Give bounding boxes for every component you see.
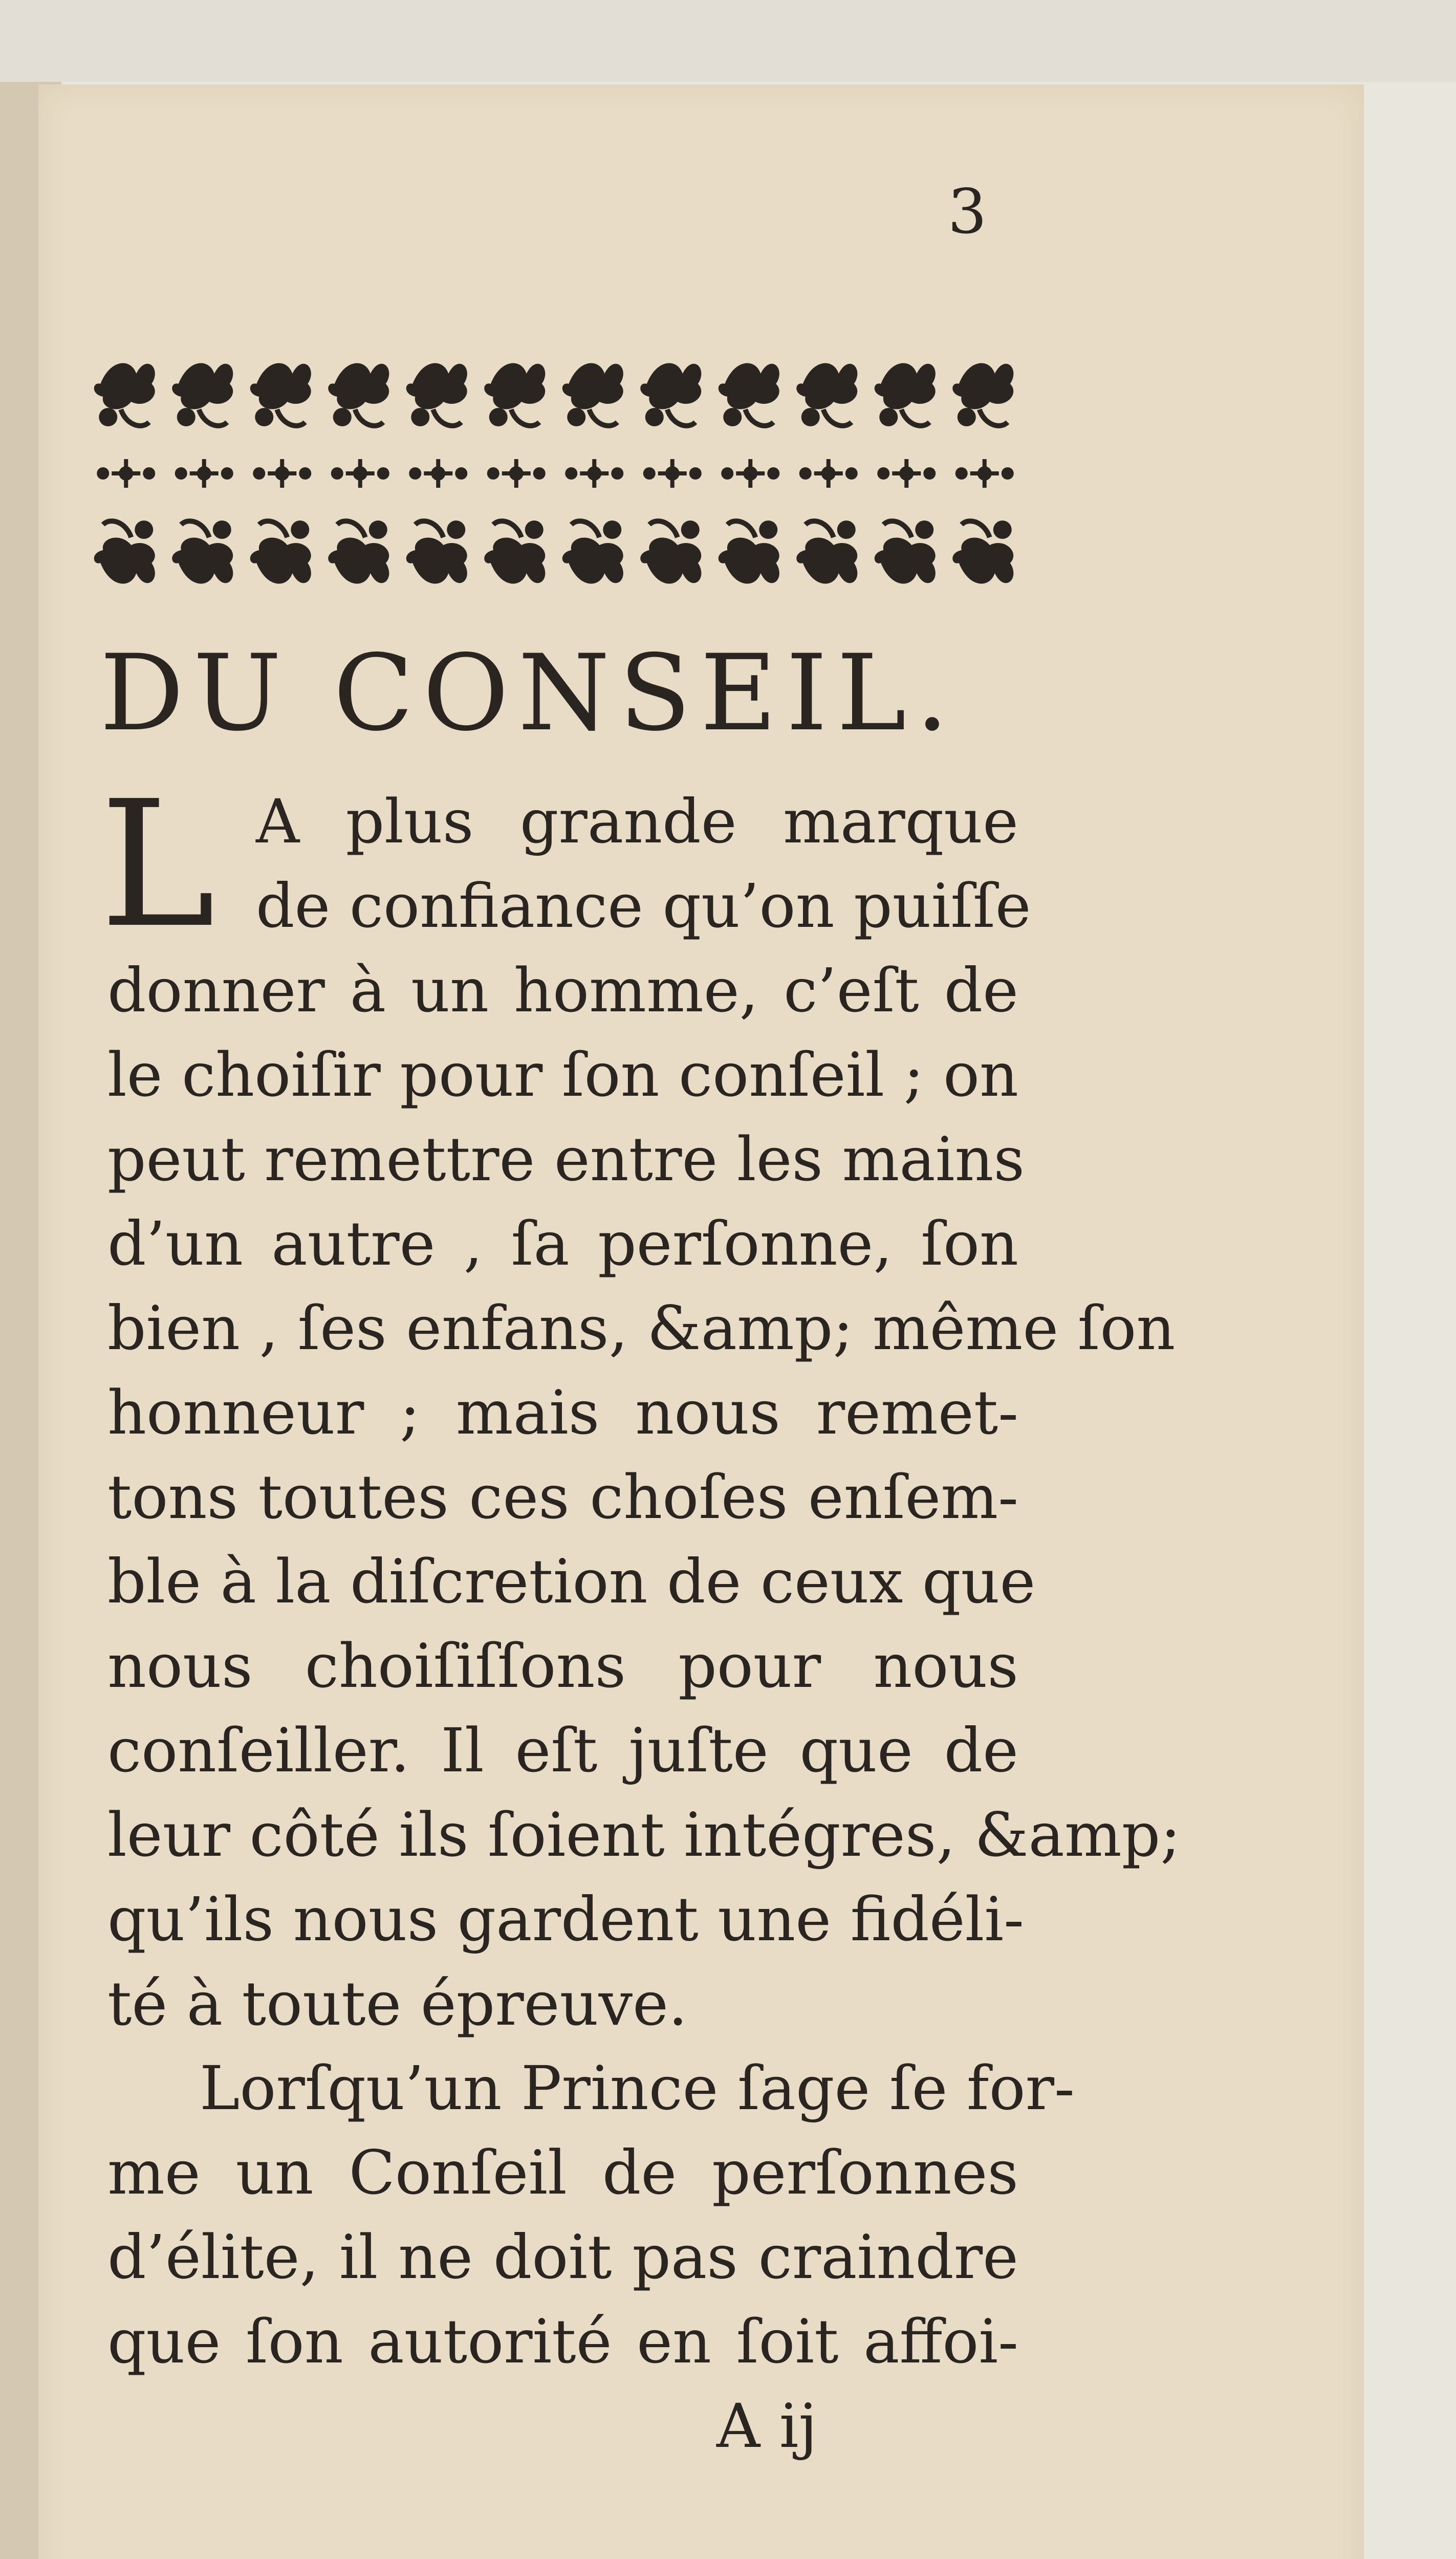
fleuron-top-icon [719,363,779,426]
text-line-16: Lorſqu’un Prince ſage ſe for- [200,2053,1075,2123]
text-line-7: bien , ſes enfans, &amp; même ſon [107,1293,1176,1363]
page-number: 3 [947,177,987,248]
fleuron-bottom-icon [94,521,155,583]
fleuron-band-icon [721,459,779,488]
fleuron-band-icon [799,459,858,488]
fleuron-bottom-icon [875,521,936,583]
fleuron-band-icon [331,459,389,488]
fleuron-bottom-icon [719,521,779,583]
text-line-14: qu’ils nous gardent une fidéli- [107,1884,1025,1955]
fleuron-bottom-icon [172,521,233,583]
text-line-5: peut remettre entre les mains [107,1124,1025,1195]
fleuron-bottom-icon [328,521,389,583]
text-line-2: de confiance qu’on puiſſe [256,871,1031,941]
fleuron-bottom-icon [484,521,545,583]
fleuron-top-icon [484,363,545,426]
fleuron-band-icon [955,459,1014,488]
fleuron-top-icon [172,363,233,426]
fleuron-bottom-icon [640,521,701,583]
fleuron-bottom-icon [952,521,1013,583]
fleuron-top-icon [250,363,311,426]
text-line-6: d’un autre , ſa perſonne, ſon [107,1208,1018,1279]
fleuron-top-icon [562,363,623,426]
fleuron-top-icon [796,363,857,426]
chapter-title: DU CONSEIL. [100,633,958,754]
text-line-9: tons toutes ces choſes enſem- [107,1462,1018,1532]
fleuron-top-icon [94,363,155,426]
fleuron-bottom-icon [796,521,857,583]
text-line-4: le choiſir pour ſon conſeil ; on [107,1039,1018,1110]
fleuron-bottom-icon [250,521,311,583]
fleuron-bottom-icon [562,521,623,583]
text-line-10: ble à la diſcretion de ceux que [107,1546,1036,1617]
fleuron-band-icon [565,459,623,488]
fleuron-top-icon [640,363,701,426]
text-line-1: A plus grande marque [256,786,1018,857]
text-line-13: leur côté ils ſoient intégres, &amp; [107,1799,1181,1870]
text-line-11: nous choiſiſſons pour nous [107,1631,1018,1701]
fleuron-band-icon [877,459,936,488]
fleuron-band-icon [409,459,467,488]
text-line-12: conſeiller. Il eſt juſte que de [107,1715,1018,1786]
text-line-19: que ſon autorité en ſoit affoi- [107,2306,1018,2377]
fleuron-band-icon [253,459,311,488]
text-line-8: honneur ; mais nous remet- [107,1377,1018,1448]
text-line-18: d’élite, il ne doit pas craindre [107,2222,1018,2292]
fleuron-top-icon [875,363,936,426]
fleuron-ornament-icon [87,348,1024,604]
fleuron-top-icon [328,363,389,426]
fleuron-band-icon [97,459,155,488]
text-line-15: té à toute épreuve. [107,1968,688,2039]
text-line-17: me un Conſeil de perſonnes [107,2137,1018,2208]
drop-cap: L [100,764,215,966]
fleuron-bottom-icon [406,521,467,583]
fleuron-band-icon [175,459,233,488]
text-line-3: donner à un homme, c’eſt de [107,955,1018,1026]
fleuron-top-icon [406,363,467,426]
fleuron-top-icon [952,363,1013,426]
fleuron-band-icon [487,459,546,488]
fleuron-band-icon [643,459,702,488]
signature-mark: A ij [716,2391,818,2461]
